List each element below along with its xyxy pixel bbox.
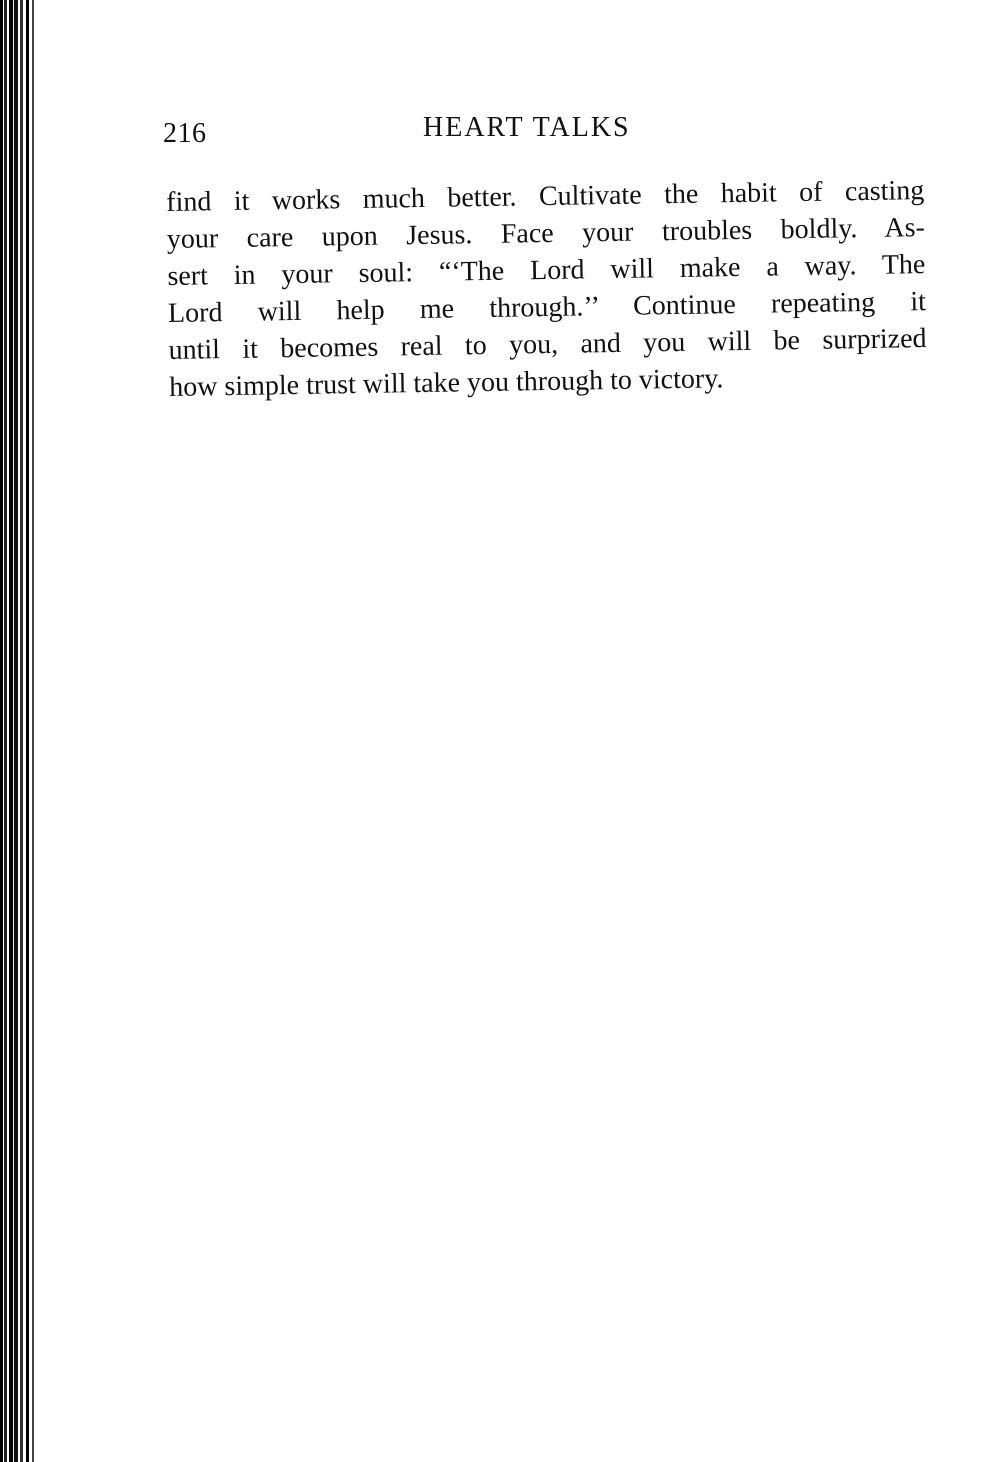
body-paragraph bbox=[166, 172, 929, 406]
page-header bbox=[163, 112, 663, 152]
text-line: how simple trust will take you through to victory. bbox=[168, 363, 724, 403]
page-number: 216 bbox=[163, 118, 207, 149]
text-line: Lord will help me through.’’ Continue repeating it bbox=[167, 286, 927, 329]
running-title: HEART TALKS bbox=[423, 112, 631, 143]
text-line: your care upon Jesus. Face your troubles boldly. As- bbox=[166, 212, 926, 255]
text-line: sert in your soul: “‘The Lord will make a way. The bbox=[167, 249, 926, 292]
text-line: find it works much better. Cultivate the habit of casting bbox=[166, 175, 925, 218]
book-gutter-scan bbox=[0, 0, 40, 1462]
text-line: until it becomes real to you, and you will be surprized bbox=[168, 323, 927, 366]
